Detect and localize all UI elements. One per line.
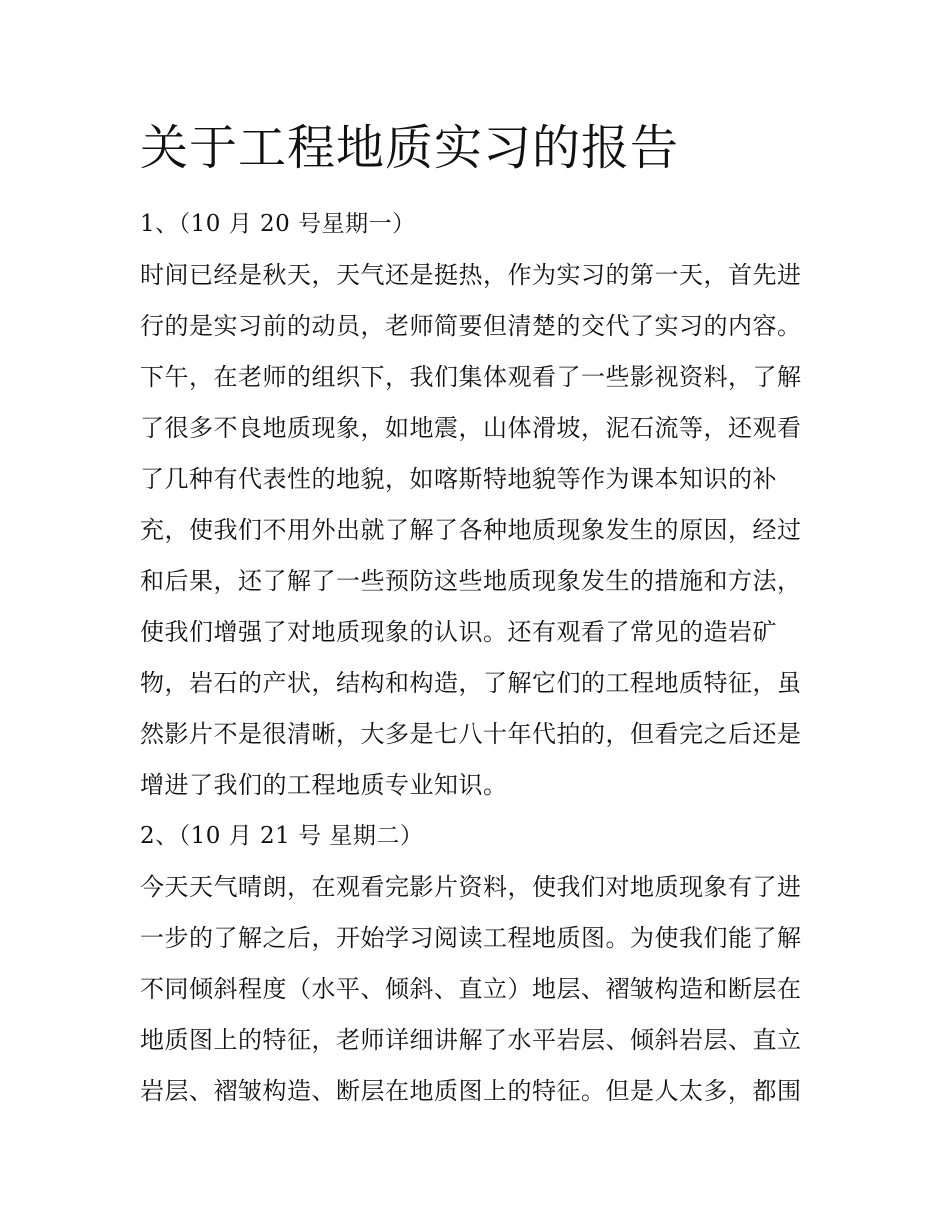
paragraph-line: 一步的了解之后，开始学习阅读工程地质图。为使我们能了解 xyxy=(140,924,802,952)
paragraph-line: 和后果，还了解了一些预防这些地质现象发生的措施和方法， xyxy=(140,567,802,595)
section-heading-day-2: 2、（10 月 21 号 星期二） xyxy=(140,823,424,849)
paragraph-line: 下午，在老师的组织下，我们集体观看了一些影视资料，了解 xyxy=(140,363,802,391)
paragraph-line: 行的是实习前的动员，老师简要但清楚的交代了实习的内容。 xyxy=(140,312,802,340)
paragraph-line: 使我们增强了对地质现象的认识。还有观看了常见的造岩矿 xyxy=(140,618,777,646)
paragraph-line: 岩层、褶皱构造、断层在地质图上的特征。但是人太多，都围 xyxy=(140,1077,802,1105)
paragraph-line: 不同倾斜程度（水平、倾斜、直立）地层、褶皱构造和断层在 xyxy=(140,975,802,1003)
section-heading-day-1: 1、（10 月 20 号星期一） xyxy=(140,211,416,237)
paragraph-line: 然影片不是很清晰，大多是七八十年代拍的，但看完之后还是 xyxy=(140,720,802,748)
paragraph-line: 了很多不良地质现象，如地震，山体滑坡，泥石流等，还观看 xyxy=(140,414,802,442)
paragraph-line: 今天天气晴朗，在观看完影片资料，使我们对地质现象有了进 xyxy=(140,873,802,901)
document-body xyxy=(140,199,820,1117)
paragraph-line: 了几种有代表性的地貌，如喀斯特地貌等作为课本知识的补 xyxy=(140,465,777,493)
paragraph-line: 充，使我们不用外出就了解了各种地质现象发生的原因，经过 xyxy=(140,516,802,544)
paragraph-line: 物，岩石的产状，结构和构造，了解它们的工程地质特征，虽 xyxy=(140,669,802,697)
paragraph-line: 增进了我们的工程地质专业知识。 xyxy=(140,771,508,799)
document-title: 关于工程地质实习的报告 xyxy=(140,120,680,176)
paragraph-line: 地质图上的特征，老师详细讲解了水平岩层、倾斜岩层、直立 xyxy=(140,1026,802,1054)
paragraph-line: 时间已经是秋天，天气还是挺热，作为实习的第一天，首先进 xyxy=(140,261,802,289)
